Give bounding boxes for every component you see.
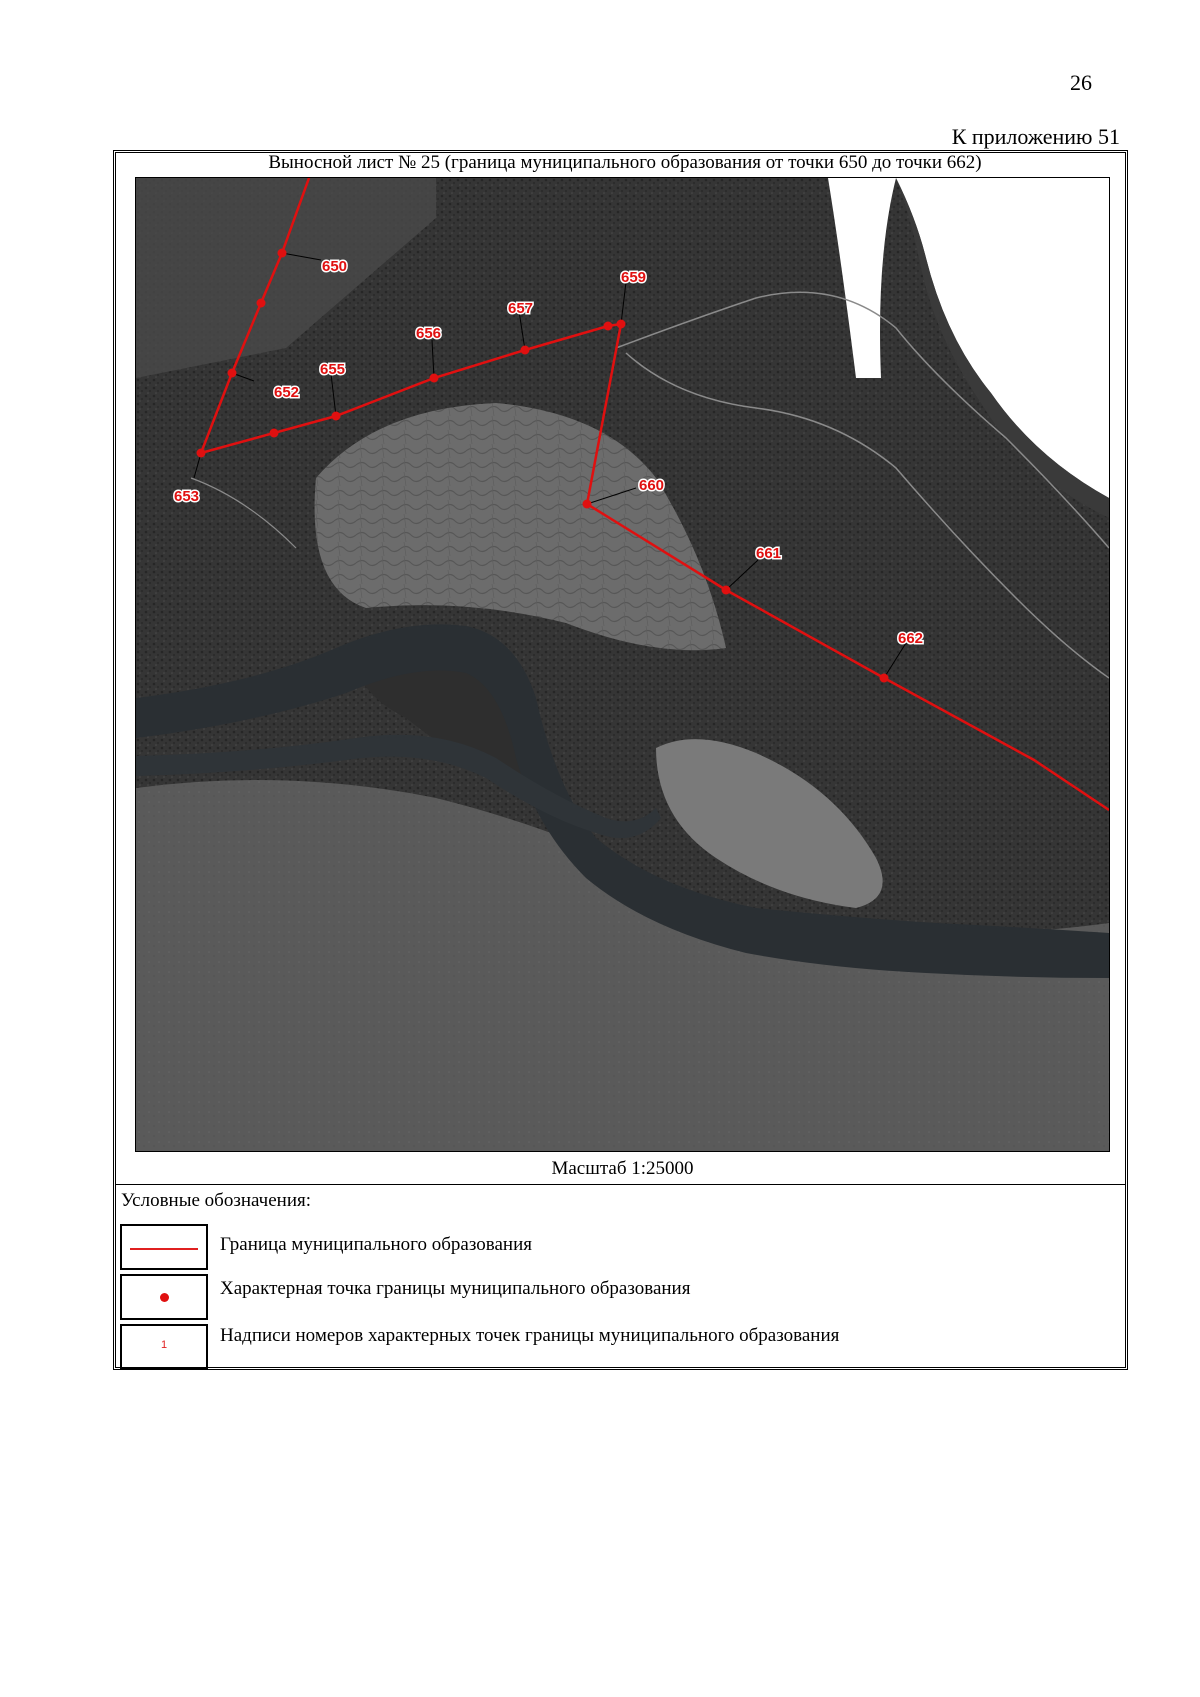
legend-symbol-boundary-point bbox=[120, 1274, 208, 1320]
boundary-point bbox=[617, 320, 626, 329]
boundary-point bbox=[604, 322, 613, 331]
legend-symbol-point-number bbox=[120, 1324, 208, 1370]
point-label-659: 659 bbox=[621, 269, 647, 286]
point-label-656: 656 bbox=[416, 325, 442, 342]
legend-symbol-boundary-line bbox=[120, 1224, 208, 1270]
legend-label-boundary-point: Характерная точка границы муниципального образования bbox=[220, 1278, 691, 1299]
boundary-point bbox=[880, 674, 889, 683]
boundary-point-swatch bbox=[160, 1293, 169, 1302]
boundary-point bbox=[257, 299, 266, 308]
map-scale: Масштаб 1:25000 bbox=[551, 1158, 694, 1179]
sheet-title: Выносной лист № 25 (граница муниципального образования от точки 650 до точки 662) bbox=[268, 152, 982, 173]
boundary-point bbox=[228, 369, 237, 378]
appendix-reference: К приложению 51 bbox=[951, 124, 1120, 149]
boundary-point bbox=[521, 346, 530, 355]
point-label-650: 650 bbox=[322, 258, 348, 275]
point-label-661: 661 bbox=[756, 545, 782, 562]
point-label-662: 662 bbox=[898, 630, 924, 647]
aerial-map[interactable] bbox=[136, 178, 1109, 1151]
map-frame[interactable] bbox=[135, 177, 1110, 1152]
boundary-point bbox=[583, 500, 592, 509]
boundary-point bbox=[722, 586, 731, 595]
point-label-652: 652 bbox=[274, 384, 300, 401]
point-label-653: 653 bbox=[174, 488, 200, 505]
legend-title: Условные обозначения: bbox=[121, 1190, 312, 1211]
page-number: 26 bbox=[1070, 70, 1092, 95]
point-label-655: 655 bbox=[320, 361, 346, 378]
point-label-660: 660 bbox=[639, 477, 665, 494]
legend-divider bbox=[116, 1184, 1125, 1185]
boundary-point bbox=[278, 249, 287, 258]
boundary-line-swatch bbox=[130, 1248, 198, 1250]
boundary-point bbox=[270, 429, 279, 438]
point-number-swatch: 1 bbox=[160, 1339, 168, 1351]
legend-label-boundary-line: Граница муниципального образования bbox=[220, 1234, 532, 1255]
legend-label-point-number: Надписи номеров характерных точек границы муниципального образования bbox=[220, 1325, 840, 1346]
boundary-point bbox=[430, 374, 439, 383]
point-label-657: 657 bbox=[508, 300, 534, 317]
boundary-point bbox=[332, 412, 341, 421]
boundary-point bbox=[197, 449, 206, 458]
